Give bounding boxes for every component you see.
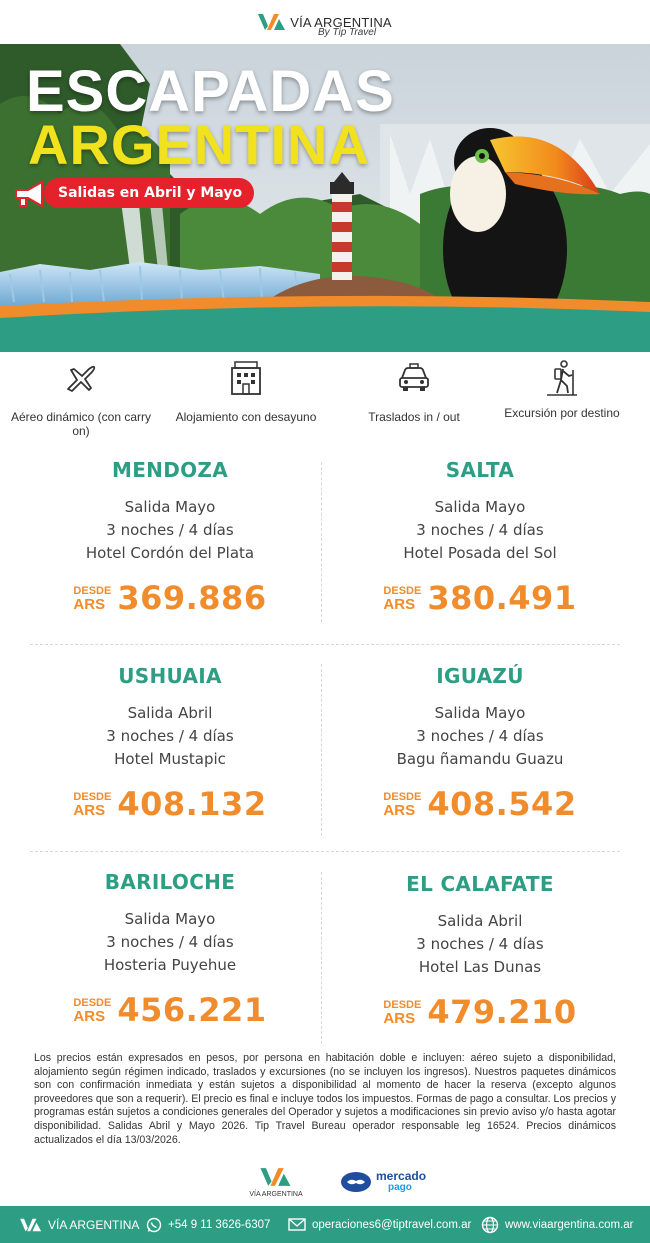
- price-row: [20, 579, 320, 617]
- destination-card-bariloche[interactable]: [20, 870, 320, 1029]
- hero-title-line-2: ARGENTINA: [28, 113, 370, 176]
- destination-hotel: Bagu ñamandu Guazu: [396, 750, 564, 768]
- footer-brand-label: VÍA ARGENTINA: [48, 1217, 140, 1232]
- price-desde-label: DESDE: [383, 585, 422, 597]
- pago-label: pago: [388, 1182, 412, 1193]
- services-row: [0, 352, 650, 442]
- column-divider: [321, 872, 322, 1044]
- airplane-icon: [63, 360, 99, 396]
- service-lodging: [171, 352, 321, 424]
- price-currency-label: ARS: [73, 802, 106, 819]
- service-lodging-label: Alojamiento con desayuno: [175, 410, 317, 424]
- service-airfare-label: Aéreo dinámico (con carry on): [10, 410, 152, 438]
- destination-name: MENDOZA: [112, 458, 228, 482]
- price-prefix: [73, 585, 111, 611]
- destination-hotel: Hotel Mustapic: [114, 750, 226, 768]
- header-logo[interactable]: [0, 0, 650, 44]
- destination-departure: Salida Abril: [437, 912, 523, 930]
- price-currency-label: ARS: [383, 596, 416, 613]
- price-amount: 408.542: [427, 785, 577, 823]
- destination-card-mendoza[interactable]: [20, 458, 320, 617]
- price-desde-label: DESDE: [383, 999, 422, 1011]
- footer-website-label: www.viaargentina.com.ar: [505, 1218, 634, 1231]
- destination-name: EL CALAFATE: [406, 872, 554, 896]
- price-row: [330, 785, 630, 823]
- price-amount: 456.221: [117, 991, 267, 1029]
- brand-tagline: By Tip Travel: [318, 27, 377, 38]
- partner-logos: [0, 1163, 650, 1205]
- row-divider: [30, 851, 620, 852]
- footer-brand[interactable]: [20, 1206, 139, 1243]
- price-prefix: [383, 585, 421, 611]
- price-currency-label: ARS: [73, 1008, 106, 1025]
- column-divider: [321, 664, 322, 836]
- hero-title-line-1: ESCAPADAS: [26, 59, 395, 124]
- car-icon: [396, 360, 432, 396]
- brand-name: VÍA ARGENTINA: [290, 14, 392, 30]
- footer-phone[interactable]: [146, 1206, 270, 1243]
- footer-bar: [0, 1206, 650, 1243]
- destination-hotel: Hotel Cordón del Plata: [85, 544, 255, 562]
- hero-banner: [0, 44, 650, 352]
- destination-hotel: Hosteria Puyehue: [103, 956, 237, 974]
- handshake-icon: [340, 1171, 372, 1193]
- price-row: [20, 991, 320, 1029]
- price-amount: 369.886: [117, 579, 267, 617]
- departure-badge: [44, 178, 254, 208]
- price-desde-label: DESDE: [73, 997, 112, 1009]
- globe-icon: [481, 1216, 499, 1234]
- destination-card-iguazu[interactable]: [330, 664, 630, 823]
- destination-card-el-calafate[interactable]: [330, 872, 630, 1031]
- column-divider: [321, 462, 322, 622]
- mercado-pago-logo[interactable]: [340, 1171, 426, 1193]
- destination-duration: 3 noches / 4 días: [106, 521, 234, 539]
- mail-icon: [288, 1218, 306, 1231]
- via-argentina-small-label: VÍA ARGENTINA: [249, 1191, 303, 1198]
- price-row: [330, 993, 630, 1031]
- destination-name: BARILOCHE: [104, 870, 236, 894]
- footer-email-label: operaciones6@tiptravel.com.ar: [312, 1218, 472, 1231]
- price-prefix: [73, 997, 111, 1023]
- price-prefix: [383, 999, 421, 1025]
- hotel-icon: [228, 360, 264, 396]
- destination-card-salta[interactable]: [330, 458, 630, 617]
- hiker-icon: [544, 360, 580, 396]
- destination-departure: Salida Mayo: [434, 704, 526, 722]
- price-prefix: [383, 791, 421, 817]
- price-desde-label: DESDE: [73, 585, 112, 597]
- price-prefix: [73, 791, 111, 817]
- price-currency-label: ARS: [73, 596, 106, 613]
- destination-name: USHUAIA: [118, 664, 222, 688]
- whatsapp-icon: [146, 1217, 162, 1233]
- destination-name: IGUAZÚ: [436, 664, 524, 688]
- destination-duration: 3 noches / 4 días: [416, 521, 544, 539]
- destination-duration: 3 noches / 4 días: [106, 933, 234, 951]
- service-excursion-label: Excursión por destino: [504, 406, 620, 420]
- destination-departure: Salida Abril: [127, 704, 213, 722]
- price-row: [20, 785, 320, 823]
- destination-hotel: Hotel Las Dunas: [418, 958, 542, 976]
- row-divider: [30, 644, 620, 645]
- price-amount: 380.491: [427, 579, 577, 617]
- price-row: [330, 579, 630, 617]
- legal-disclaimer: Los precios están expresados en pesos, por persona en habitación doble e incluyen: aéreo sujeto a disponibilidad, alojamiento según régimen indicado, traslados y excursiones (no se incluyen los ingresos). Nuestros paquetes dinámicos son con confirmación inmediata y están sujetos a disponibilidad al momento de hacer la reserva (excepto algunos proveedores que son a requerir). El precio es final e incluye todos los impuestos. Formas de pago a consultar. Los precios y programas están sujetos a condiciones generales del Operador y sujetos a modificaciones sin previo aviso y/o hasta agotar disponibilidad. Salidas Abril y Mayo 2026. Tip Travel Bureau operador responsable leg 16524. Precios dinámicos actualizados el día 13/03/2026.: [34, 1052, 616, 1146]
- price-currency-label: ARS: [383, 1010, 416, 1027]
- destination-departure: Salida Mayo: [124, 910, 216, 928]
- destination-name: SALTA: [445, 458, 515, 482]
- price-desde-label: DESDE: [383, 791, 422, 803]
- destination-duration: 3 noches / 4 días: [416, 935, 544, 953]
- mercado-label: mercado: [376, 1169, 427, 1183]
- price-amount: 408.132: [117, 785, 267, 823]
- megaphone-icon: [12, 180, 50, 208]
- price-amount: 479.210: [427, 993, 577, 1031]
- destination-card-ushuaia[interactable]: [20, 664, 320, 823]
- destination-hotel: Hotel Posada del Sol: [403, 544, 557, 562]
- destination-departure: Salida Mayo: [124, 498, 216, 516]
- service-airfare: [6, 352, 156, 438]
- via-argentina-logo-icon: [258, 13, 286, 31]
- via-argentina-small-logo[interactable]: [248, 1167, 304, 1198]
- via-argentina-logo-icon: [20, 1218, 42, 1232]
- footer-phone-label: +54 9 11 3626-6307: [168, 1218, 271, 1231]
- destination-duration: 3 noches / 4 días: [416, 727, 544, 745]
- service-excursion: [487, 352, 637, 420]
- via-argentina-logo-icon: [259, 1167, 293, 1187]
- price-currency-label: ARS: [383, 802, 416, 819]
- service-transfers-label: Traslados in / out: [368, 410, 460, 424]
- price-desde-label: DESDE: [73, 791, 112, 803]
- departure-badge-label: Salidas en Abril y Mayo: [58, 185, 243, 201]
- footer-website[interactable]: [481, 1206, 633, 1243]
- service-transfers: [339, 352, 489, 424]
- destination-departure: Salida Mayo: [434, 498, 526, 516]
- destination-duration: 3 noches / 4 días: [106, 727, 234, 745]
- footer-email[interactable]: [288, 1206, 471, 1243]
